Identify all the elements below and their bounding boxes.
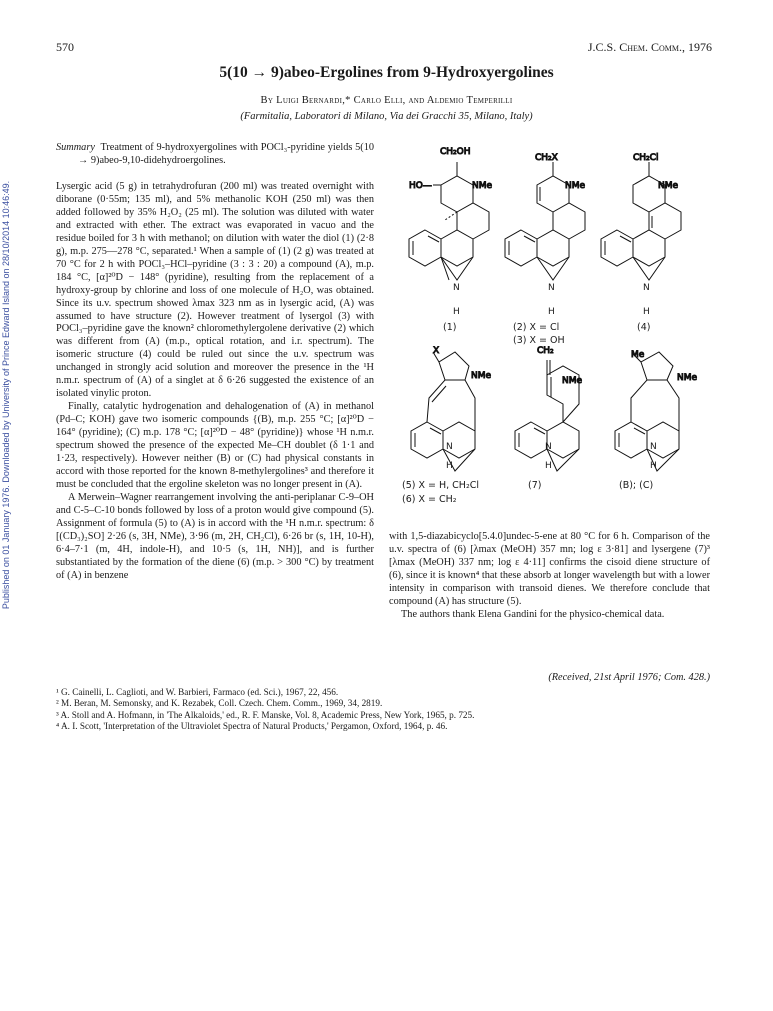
structure-4-nme: NMe — [658, 181, 679, 191]
structure-4-h-label: H — [643, 307, 650, 317]
reference-item: ² M. Beran, M. Semonsky, and K. Rezabek, Coll. Czech. Chem. Comm., 1969, 34, 2819. — [56, 698, 383, 709]
reference-item: ³ A. Stoll and A. Hofmann, in 'The Alkaloids,' ed., R. F. Manske, Vol. 8, Academic Press, New York, 1965, p. 725. — [56, 709, 475, 720]
page-number: 570 — [56, 40, 74, 54]
structure-8-number: (B); (C) — [619, 480, 654, 491]
body-paragraph-3: A Merwein–Wagner rearrangement involving the anti-periplanar C-9–OH and C-5–C-10 bonds followed by loss of a proton would give compound (5). Assignment of formula (5) to (A) is in accord with the ¹H n.m.r. spectrum: δ [(CD₃)₂SO] 2·26 (s, 3H, NMe), 3·96 (m, 2H, CH₂Cl), 6·26 br (s, 1H, 10-H), 6·4–7·1 (m, 4H, indole-H), and 10·5 (s, 1H, NH)], and is further substantiated by the formation of the diene (6) (m.p. > 300 °C) by treatment of (A) in benzene — [56, 491, 374, 581]
body-paragraph-4: with 1,5-diazabicyclo[5.4.0]undec-5-ene at 80 °C for 6 h. Comparison of the u.v. spectra of (6) [λmax (MeOH) 357 mn; log ε 3·81] and lysergene (7)³ [λmax (MeOH) 337 nm; log ε 4·11] confirms the cisoid diene structure of (6), since it is known⁴ that these absorb at longer wavelength but with a lower intensity in comparison with transoid dienes. We therefore conclude that compound (A) has structure (5). — [389, 531, 710, 607]
structure-8-drawing — [615, 352, 679, 471]
structure-2-n-label: N — [548, 283, 555, 293]
structure-7-nme: NMe — [562, 376, 583, 386]
structure-5-x: X — [433, 346, 440, 356]
structure-7-substituent: CH₂ — [537, 346, 554, 356]
structure-8-n-label: N — [650, 442, 657, 452]
structure-1-substituent: CH₂OH — [440, 147, 471, 157]
affiliation: (Farmitalia, Laboratori di Milano, Via dei Gracchi 35, Milano, Italy) — [240, 111, 533, 122]
structure-3-number: (3) X = OH — [513, 335, 565, 346]
structure-2-drawing — [505, 162, 585, 280]
authors-byline: By Luigi Bernardi,* Carlo Elli, and Aldemio Temperilli — [260, 95, 513, 106]
structure-1-nme: NMe — [472, 181, 493, 191]
structure-1-hydroxy: HO— — [409, 181, 432, 191]
article-title: 5(10 → 9)abeo-Ergolines from 9-Hydroxyergolines — [219, 64, 554, 81]
structure-2-number: (2) X = Cl — [513, 322, 560, 333]
structure-5-drawing — [411, 352, 475, 471]
structure-4-n-label: N — [643, 283, 650, 293]
structure-1-drawing — [409, 162, 489, 280]
structure-5-n-label: N — [446, 442, 453, 452]
summary-block — [56, 142, 374, 168]
body-paragraph-1: Lysergic acid (5 g) in tetrahydrofuran (200 ml) was treated overnight with diborane (0·55m; 135 ml), and 5% methanolic KOH (250 ml) was then added followed by 35% H₂O₂ (25 ml). The solution was diluted with water and extracted with ether. The extract was evaporated in vacuo and the residue boiled for 3 h with methanol; on dilution with water the diol (1) (2·8 g), m.p. 275—278 °C, separated.¹ When a sample of (1) (2 g) was treated at 70 °C for 2 h with POCl₃–HCl–pyridine (3 : 3 : 20) a compound (A), m.p. 184 °C, [α]²⁰D − 148° (pyridine), resulting from the replacement of a hydroxy-group by chlorine and loss of one molecule of H₂O, was obtained. Since its u.v. spectrum showed λmax 323 nm as in lysergic acid, (A) was assumed to have structure (2). However treatment of lysergol (3) with POCl₃–pyridine gave the known² chloromethylergolene derivative (2) which was different from (A) (m.p., optical rotation, and i.r. spectrum). The isomeric structure (4) could be ruled out since the u.v. spectrum was unchanged in strongly acid solution and moreover the presence in the ¹H n.m.r. spectrum of (A) of a singlet at δ 6·26 suggested the existence of an isolated vinylic proton. — [56, 181, 374, 400]
right-column — [389, 531, 710, 622]
structure-5-h-label: H — [446, 461, 453, 471]
structure-4-number: (4) — [637, 322, 651, 333]
left-column — [56, 181, 374, 583]
structure-7-n-label: N — [545, 442, 552, 452]
reference-item: ¹ G. Cainelli, L. Caglioti, and W. Barbieri, Farmaco (ed. Sci.), 1967, 22, 456. — [56, 687, 339, 697]
structure-8-me: Me — [631, 350, 645, 360]
structure-5-nme: NMe — [471, 371, 492, 381]
structure-4-drawing — [601, 162, 681, 280]
structure-6-number: (6) X = CH₂ — [402, 494, 457, 505]
received-note: (Received, 21st April 1976; Com. 428.) — [548, 672, 710, 683]
structure-1-number: (1) — [443, 322, 457, 333]
structure-5-number: (5) X = H, CH₂Cl — [402, 480, 480, 491]
structure-8-nme: NMe — [677, 373, 698, 383]
download-sidebar-note: Published on 01 January 1976. Downloaded by University of Prince Edward Island on 28/10/2014 10:46:49. — [1, 180, 11, 610]
structure-1-h-label: H — [453, 307, 460, 317]
body-paragraph-2: Finally, catalytic hydrogenation and dehalogenation of (A) in methanol (Pd–C; KOH) gave two isomeric compounds {(B), m.p. 255 °C; [α]²⁰D − 164° (pyridine); (C) m.p. 178 °C; [α]²⁰D − 48° (pyridine)} whose ¹H n.m.r. spectrum showed the presence of the expected Me–CH doublet (δ 1·1 and 1·23, respectively). However neither (B) or (C) had physical constants in accord with those reported for the known 8-methylergolines³ and therefore it must be concluded that the ergoline skeleton was no longer present in (A). — [56, 401, 374, 490]
references-list — [56, 687, 716, 732]
structure-2-h-label: H — [548, 307, 555, 317]
structure-7-number: (7) — [528, 480, 542, 491]
structure-7-h-label: H — [545, 461, 552, 471]
structure-2-nme: NMe — [565, 181, 586, 191]
structure-2-substituent: CH₂X — [535, 153, 558, 163]
structure-4-substituent: CH₂Cl — [633, 153, 659, 163]
journal-header: J.C.S. Chem. Comm., 1976 — [587, 40, 712, 54]
reference-item: ⁴ A. I. Scott, 'Interpretation of the Ultraviolet Spectra of Natural Products,' Pergamon, Oxford, 1964, p. 46. — [56, 720, 448, 731]
summary-label: Summary — [56, 142, 95, 153]
summary-text: Treatment of 9-hydroxyergolines with POCl₃-pyridine yields 5(10 → 9)abeo-9,10-didehydroergolines. — [78, 142, 374, 166]
structure-1-n-label: N — [453, 283, 460, 293]
acknowledgement: The authors thank Elena Gandini for the physico-chemical data. — [401, 608, 665, 620]
structure-8-h-label: H — [650, 461, 657, 471]
